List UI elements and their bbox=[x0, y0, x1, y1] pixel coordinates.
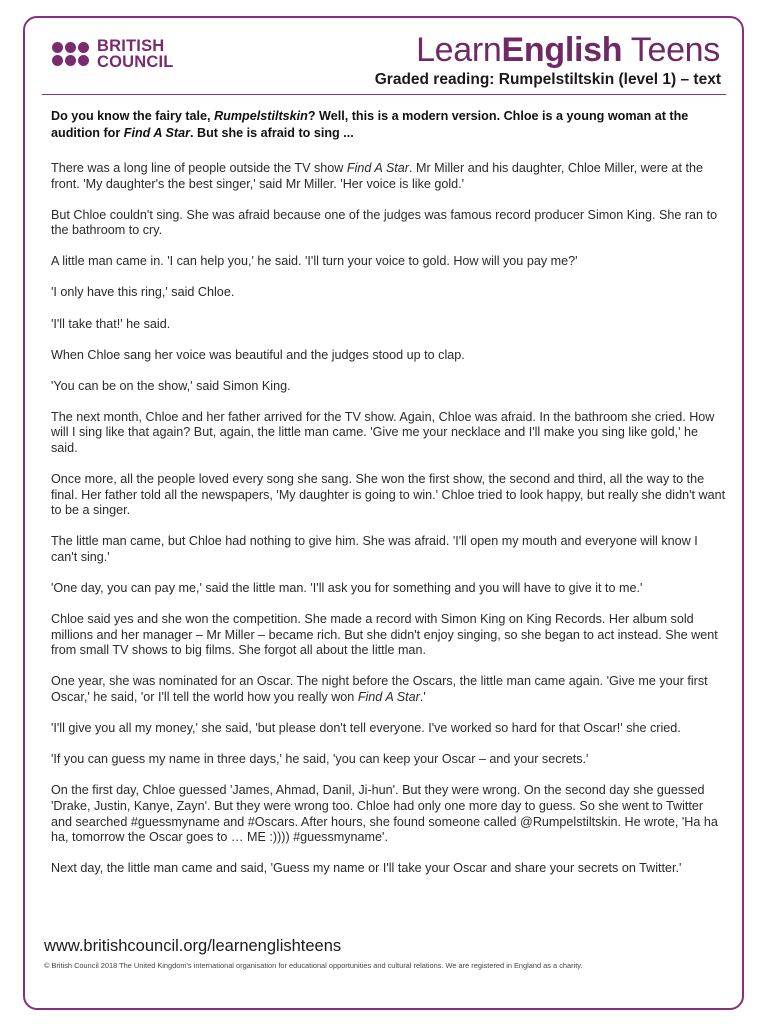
intro-title-ref: Rumpelstiltskin bbox=[214, 109, 308, 123]
logo-line-1: BRITISH bbox=[97, 37, 165, 55]
p13-text-c: .' bbox=[419, 690, 426, 705]
story-paragraph-3: A little man came in. 'I can help you,' he said. 'I'll turn your voice to gold. How will you pay me?' bbox=[51, 254, 578, 269]
intro-show-ref: Find A Star bbox=[123, 126, 190, 140]
intro-text-3: . But she is afraid to sing ... bbox=[190, 126, 354, 140]
story-paragraph-2: But Chloe couldn't sing. She was afraid because one of the judges was famous record producer Simon King. She ran to the bathroom to cry. bbox=[51, 207, 718, 238]
intro-paragraph bbox=[51, 108, 727, 142]
story-paragraph-6: When Chloe sang her voice was beautiful and the judges stood up to clap. bbox=[51, 347, 465, 362]
story-paragraph-10: The little man came, but Chloe had nothing to give him. She was afraid. 'I'll open my mouth and everyone will know I can't sing.' bbox=[51, 534, 698, 564]
story-paragraph-4: 'I only have this ring,' said Chloe. bbox=[51, 285, 235, 300]
story-paragraph-16: On the first day, Chloe guessed 'James, Ahmad, Danil, Ji-hun'. But they were wrong. On the second day she guessed 'Drake, Justin, Kanye, Zayn'. But they were wrong too. Chloe had only one more day to guess. So she went to Twitter and searched #guessmyname and #Oscars. After hours, she found someone called @Rumpelstiltskin. He wrote, 'Ha ha ha, tomorrow the Oscar goes to … ME :)))) #guessmyname'. bbox=[51, 783, 718, 845]
header-divider bbox=[42, 94, 726, 95]
logo-text bbox=[97, 38, 174, 70]
reading-text bbox=[51, 108, 727, 892]
intro-text-1: Do you know the fairy tale, bbox=[51, 109, 215, 123]
footer-website-link[interactable]: www.britishcouncil.org/learnenglishteens bbox=[44, 937, 342, 955]
story-paragraph-13 bbox=[51, 674, 727, 705]
p13-show-ref: Find A Star bbox=[357, 690, 420, 705]
brand-teens: Teens bbox=[622, 31, 720, 69]
p1-show-ref: Find A Star bbox=[346, 161, 409, 175]
story-paragraph-1 bbox=[51, 161, 727, 192]
logo-line-2: COUNCIL bbox=[97, 53, 174, 71]
brand-english: English bbox=[501, 31, 623, 69]
copyright-notice: © British Council 2018 The United Kingdom's international organisation for educational opportunities and cultural relations. We are registered in England as a charity. bbox=[44, 961, 583, 970]
story-paragraph-8: The next month, Chloe and her father arrived for the TV show. Again, Chloe was afraid. In the bathroom she cried. How will I sing like that again? But, again, the little man came. 'Give me your necklace and I'll make you sing like gold,' he said. bbox=[51, 409, 715, 456]
story-paragraph-5: 'I'll take that!' he said. bbox=[51, 316, 171, 331]
p13-text-a: One year, she was nominated for an Oscar. The night before the Oscars, the little man came again. 'Give me your first Oscar,' he said, 'or I'll tell the world how you really won bbox=[51, 674, 708, 705]
story-paragraph-9: Once more, all the people loved every song she sang. She won the first show, the second and third, all the way to the final. Her father told all the newspapers, 'My daughter is going to win.' Chloe tried to look happy, but really she didn't want to be a singer. bbox=[51, 472, 726, 518]
p1-text-a: There was a long line of people outside the TV show bbox=[51, 161, 347, 175]
p1-text-c: . Mr Miller and his daughter, Chloe Miller, were at the front. 'My daughter's the best singer,' said Mr Miller. 'Her voice is like gold.' bbox=[51, 161, 703, 191]
brand-learn: Learn bbox=[416, 31, 502, 69]
story-paragraph-7: 'You can be on the show,' said Simon King. bbox=[51, 378, 291, 393]
british-council-logo bbox=[52, 38, 174, 70]
story-paragraph-14: 'I'll give you all my money,' she said, 'but please don't tell everyone. I've worked so hard for that Oscar!' she cried. bbox=[51, 721, 681, 736]
story-paragraph-12: Chloe said yes and she won the competition. She made a record with Simon King on King Records. Her album sold millions and her manager – Mr Miller – became rich. But she didn't enjoy singing, so she began to act instead. She went from small TV shows to big films. She forgot all about the little man. bbox=[51, 612, 718, 658]
learnenglish-teens-brand bbox=[416, 30, 720, 70]
story-paragraph-15: 'If you can guess my name in three days,' he said, 'you can keep your Oscar – and your secrets.' bbox=[51, 752, 589, 767]
intro-text-2: ? Well, this is a modern version. Chloe is a young woman at the audition for bbox=[51, 109, 689, 140]
page-subtitle: Graded reading: Rumpelstiltskin (level 1) – text bbox=[374, 71, 721, 88]
logo-dots-icon bbox=[52, 42, 89, 66]
story-paragraph-11: 'One day, you can pay me,' said the little man. 'I'll ask you for something and you will have to give it to me.' bbox=[51, 581, 643, 596]
story-paragraph-17: Next day, the little man came and said, 'Guess my name or I'll take your Oscar and share your secrets on Twitter.' bbox=[51, 861, 682, 876]
